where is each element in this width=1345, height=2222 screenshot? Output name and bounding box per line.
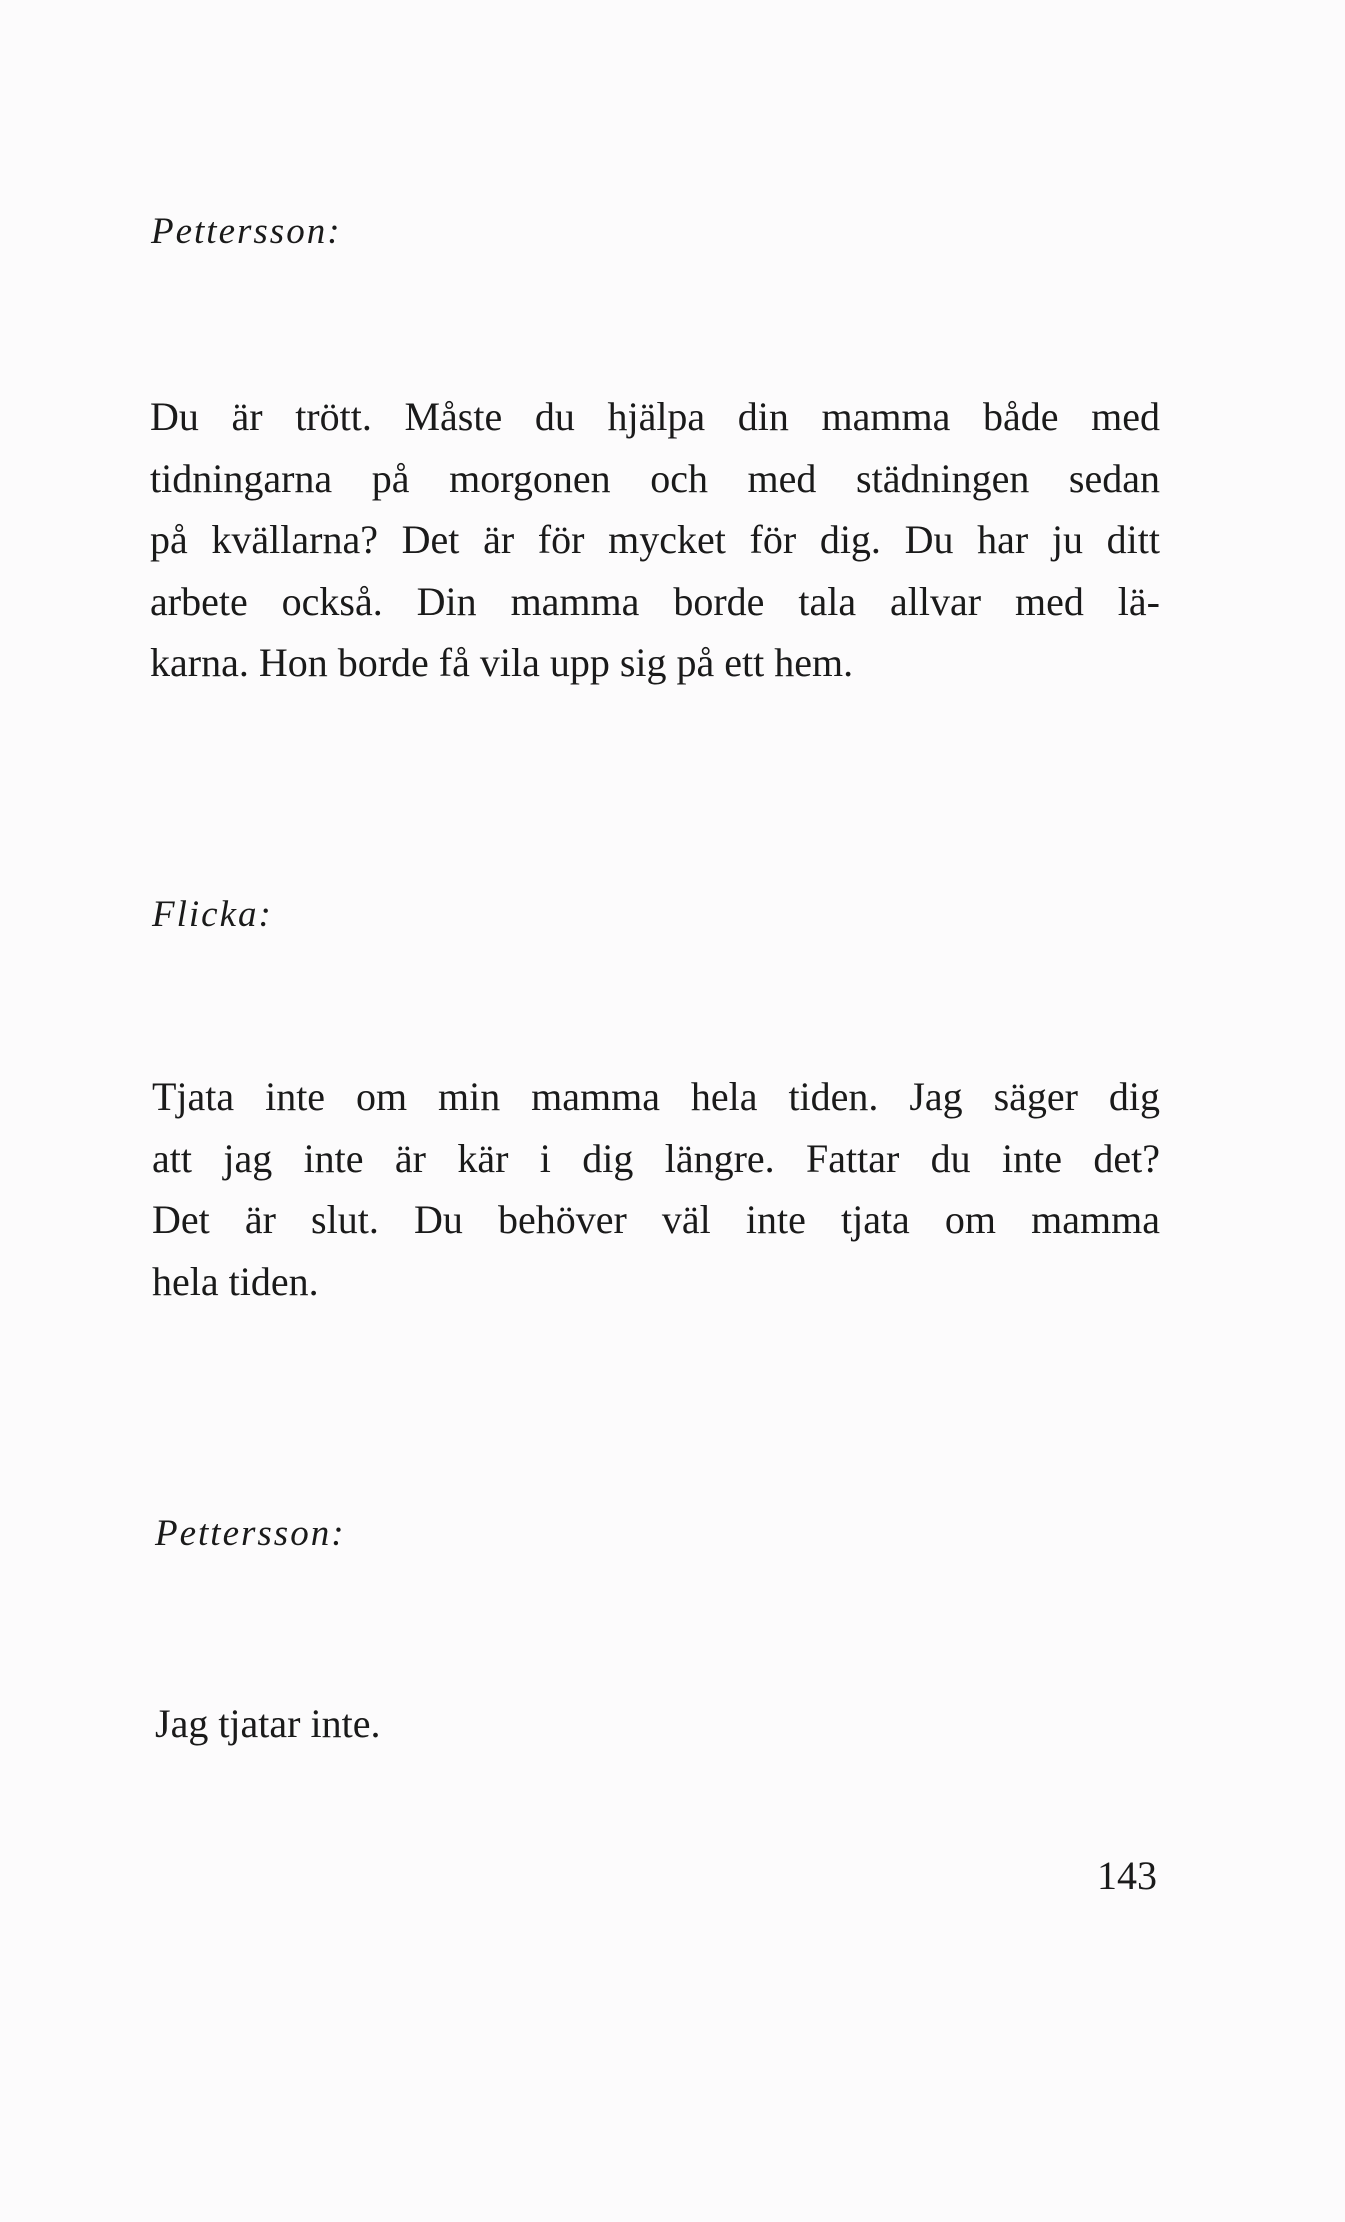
dialogue-paragraph [155, 1693, 755, 1755]
text-line: Du är trött. Måste du hjälpa din mamma både med [150, 394, 1160, 439]
text-line: karna. Hon borde få vila upp sig på ett hem. [150, 640, 854, 685]
text-line: att jag inte är kär i dig längre. Fattar du inte det? [152, 1135, 1160, 1181]
text-line: Tjata inte om min mamma hela tiden. Jag säger dig [152, 1074, 1160, 1119]
text-line: arbete också. Din mamma borde tala allvar med lä- [150, 578, 1160, 624]
dialogue-paragraph [152, 1066, 1160, 1312]
speaker-label-pettersson: Pettersson: [151, 211, 342, 252]
page-number: 143 [1097, 1853, 1157, 1898]
text-line: Jag tjatar inte. [155, 1701, 381, 1746]
text-line: tidningarna på morgonen och med städningen sedan [150, 455, 1160, 501]
speaker-label-pettersson: Pettersson: [155, 1513, 346, 1554]
dialogue-paragraph [150, 386, 1160, 694]
text-line: hela tiden. [152, 1258, 319, 1304]
text-line: Det är slut. Du behöver väl inte tjata om mamma [152, 1197, 1160, 1242]
text-line: på kvällarna? Det är för mycket för dig. Du har ju ditt [150, 517, 1160, 562]
speaker-label-flicka: Flicka: [152, 894, 273, 935]
